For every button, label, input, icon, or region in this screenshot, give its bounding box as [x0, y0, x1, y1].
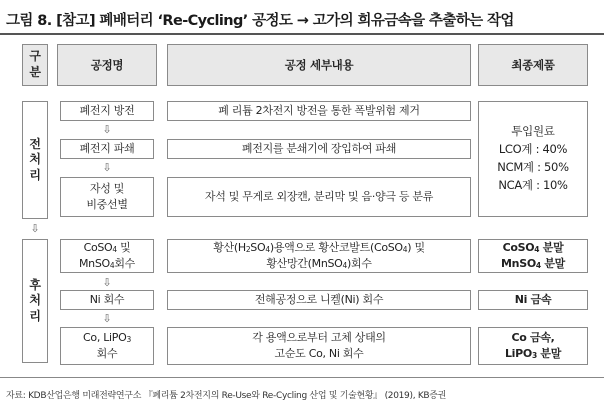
down-arrow-icon: ⇩ [30, 222, 40, 235]
detail-sulfate-line: 황산$(H_2SO_4)$용액으로 황산코발트(CoSO$_4$) 및 [213, 241, 425, 255]
process-sort [60, 177, 154, 217]
detail-co-line: 각 용액으로부터 고체 상태의 [252, 331, 386, 345]
input-materials-title: 투입원료 [511, 124, 555, 139]
product-co-line: LiPO$_3$ 분말 [504, 347, 562, 360]
group-char: 전 [29, 136, 41, 151]
header-process-detail: 공정 세부내용 [167, 44, 471, 86]
down-arrow-icon: ⇩ [102, 123, 112, 136]
detail-co-recovery [167, 327, 471, 365]
detail-sulfate-line: 황산망간(MnSO$_4$)회수 [266, 257, 372, 270]
detail-co-line: 고순도 Co, Ni 회수 [274, 347, 364, 360]
input-material-line: NCM계 : 50% [497, 160, 569, 174]
input-material-line: LCO계 : 40% [498, 142, 568, 157]
source-note: 자료: KDB산업은행 미래전략연구소 『폐리튬 2차전지의 Re-Use와 Re-Cycling 산업 및 기술현황』 (2019), KB증권 [6, 391, 447, 401]
group-char: 리 [29, 308, 41, 323]
group-preprocessing [22, 101, 48, 219]
group-char: 리 [29, 167, 41, 182]
process-co-recovery [60, 327, 154, 365]
product-ni-metal: Ni 금속 [478, 290, 588, 310]
group-char: 처 [29, 293, 41, 308]
input-material-line: NCA계 : 10% [498, 177, 568, 192]
figure-title: 그림 8. [참고] 폐배터리 ‘Re-Cycling’ 공정도 → 고가의 희유금속을 추출하는 작업 [6, 13, 514, 29]
header-process-name: 공정명 [57, 44, 157, 86]
header-group-char: 분 [29, 65, 41, 79]
product-co-lipo3 [478, 327, 588, 365]
product-sulfate-powders [478, 239, 588, 273]
header-group-char: 구 [29, 49, 41, 64]
product-sulfate-line: MnSO$_4$ 분말 [501, 257, 565, 270]
group-char: 처 [29, 152, 41, 167]
process-sulfate-line: CoSO$_4$ 및 [83, 241, 131, 255]
process-discharge: 폐전지 방전 [60, 101, 154, 121]
detail-ni-recovery: 전해공정으로 니켈(Ni) 회수 [167, 290, 471, 310]
process-co-line: Co, LiPO$_3$ [83, 331, 131, 345]
process-co-line: 회수 [96, 347, 118, 360]
detail-sulfate-recovery [167, 239, 471, 273]
detail-sort: 자석 및 무게로 외장캔, 분리막 및 음·양극 등 분류 [167, 177, 471, 217]
process-sort-line: 자성 및 [89, 182, 125, 196]
process-ni-recovery: Ni 회수 [60, 290, 154, 310]
process-crush: 폐전지 파쇄 [60, 139, 154, 159]
down-arrow-icon: ⇩ [102, 276, 112, 289]
process-sort-line: 비중선별 [86, 198, 128, 211]
title-underline [0, 33, 604, 35]
down-arrow-icon: ⇩ [102, 161, 112, 174]
product-sulfate-line: CoSO$_4$ 분말 [502, 241, 564, 255]
detail-discharge: 폐 리튬 2차전지 방전을 통한 폭발위험 제거 [167, 101, 471, 121]
process-sulfate-line: MnSO$_4$회수 [78, 257, 136, 270]
group-char: 후 [29, 277, 41, 292]
process-sulfate-recovery [60, 239, 154, 273]
header-group-cell [22, 44, 48, 86]
product-co-line: Co 금속, [511, 331, 555, 345]
group-postprocessing [22, 239, 48, 363]
down-arrow-icon: ⇩ [102, 312, 112, 325]
detail-crush: 폐전지를 분쇄기에 장입하여 파쇄 [167, 139, 471, 159]
header-final-product: 최종제품 [478, 44, 588, 86]
input-materials-box [478, 101, 588, 217]
bottom-rule [0, 377, 604, 378]
